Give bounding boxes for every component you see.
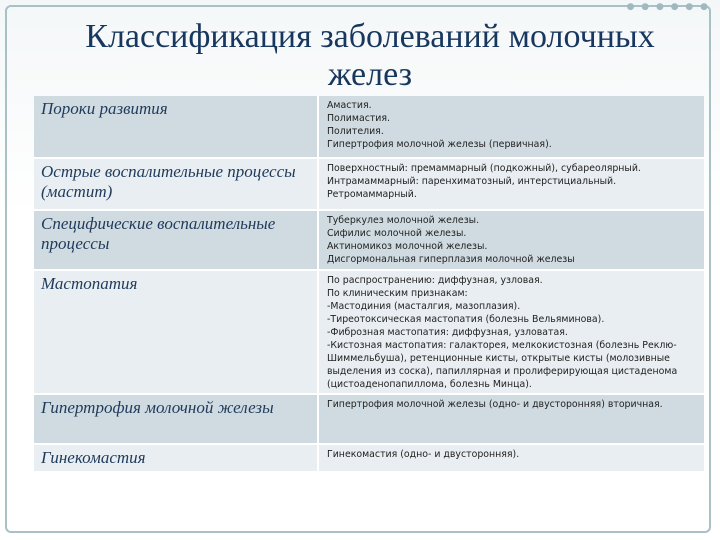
details-cell xyxy=(318,210,704,270)
table-row xyxy=(34,444,704,472)
table-row xyxy=(34,158,704,210)
table-row xyxy=(34,96,704,158)
category-cell: Специфические воспалительные процессы xyxy=(34,210,318,270)
detail-line: Гипертрофия молочной железы (первичная). xyxy=(327,139,552,150)
detail-line: Гинекомастия (одно- и двусторонняя). xyxy=(327,449,520,460)
detail-line: По клиническим признакам: xyxy=(327,288,468,299)
decorative-dots: ● ● ● ● ● ● xyxy=(626,2,710,12)
detail-line: -Тиреотоксическая мастопатия (болезнь Вельяминова). xyxy=(327,314,605,325)
category-cell: Гинекомастия xyxy=(34,444,318,472)
table-row xyxy=(34,210,704,270)
detail-line: Гипертрофия молочной железы (одно- и двусторонняя) вторичная. xyxy=(327,399,663,410)
detail-line: -Мастодиния (масталгия, мазоплазия). xyxy=(327,301,521,312)
details-cell xyxy=(318,96,704,158)
category-cell: Острые воспалительные процессы (мастит) xyxy=(34,158,318,210)
category-cell: Пороки развития xyxy=(34,96,318,158)
detail-line: Сифилис молочной железы. xyxy=(327,228,467,239)
table-row xyxy=(34,270,704,394)
classification-table xyxy=(34,96,704,473)
category-cell: Гипертрофия молочной железы xyxy=(34,394,318,444)
details-cell xyxy=(318,394,704,444)
detail-line: Туберкулез молочной железы. xyxy=(327,215,480,226)
detail-line: Актиномикоз молочной железы. xyxy=(327,241,488,252)
category-cell: Мастопатия xyxy=(34,270,318,394)
title-line-1: Классификация заболеваний молочных xyxy=(85,18,655,55)
detail-line: Полимастия. xyxy=(327,113,391,124)
details-cell xyxy=(318,270,704,394)
detail-line: Дисгормональная гиперплазия молочной железы xyxy=(327,254,575,265)
details-cell xyxy=(318,158,704,210)
detail-line: -Фиброзная мастопатия: диффузная, узловатая. xyxy=(327,327,568,338)
table-row xyxy=(34,394,704,444)
details-cell xyxy=(318,444,704,472)
detail-line: Поверхностный: премаммарный (подкожный), субареолярный. xyxy=(327,163,641,174)
detail-line: -Кистозная мастопатия: галакторея, мелкокистозная (болезнь Реклю-Шиммельбуша), ретенционные кисты, открытые кисты (молозивные выделения из соска), папиллярная и пролиферирующая цистаденома (цистоаденопапиллома, болезнь Минца). xyxy=(327,340,678,390)
detail-line: Амастия. xyxy=(327,100,372,111)
page-title xyxy=(40,18,700,94)
detail-line: Интрамаммарный: паренхиматозный, интерстициальный. xyxy=(327,176,617,187)
title-line-2: желез xyxy=(327,56,413,93)
detail-line: По распространению: диффузная, узловая. xyxy=(327,275,543,286)
detail-line: Ретромаммарный. xyxy=(327,189,417,200)
detail-line: Полителия. xyxy=(327,126,384,137)
